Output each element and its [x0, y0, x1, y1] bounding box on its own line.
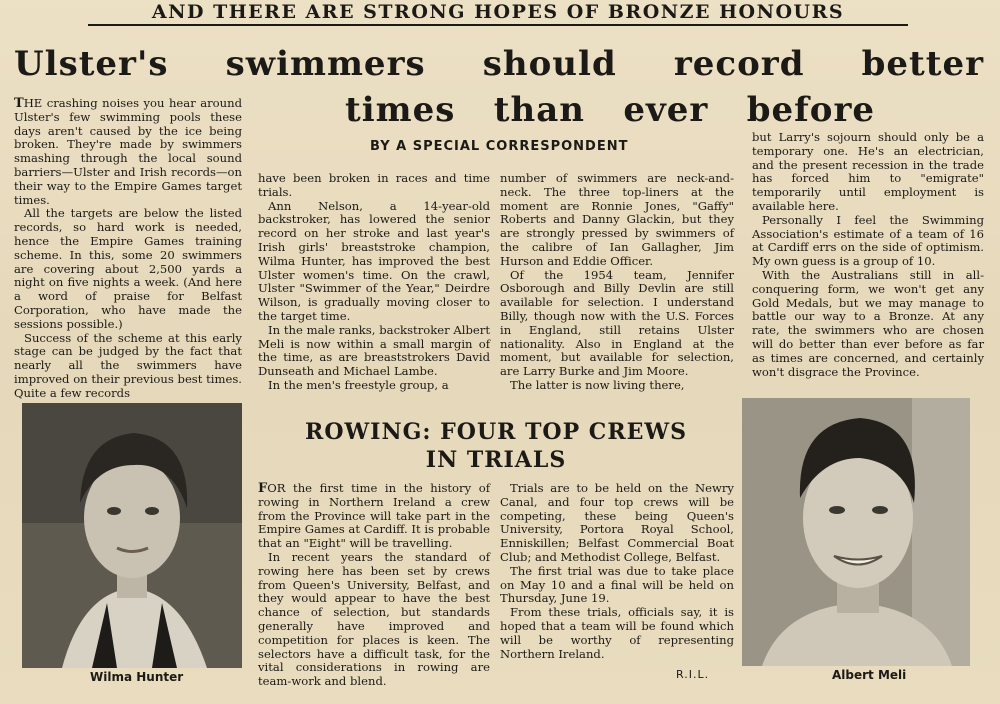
paragraph: With the Australians still in all-conquering form, we won't get any Gold Medals, but we may manage to battle our way to a Bronze. At any rate, the swimmers who are chosen will do better than ever before as far as times are concerned, and certainly won't disgrace the Province.	[752, 267, 984, 379]
paragraph: Trials are to be held on the Newry Canal, and four top crews will be competing, these being Queen's University, Portora Royal School, Enniskillen; Belfast Commercial Boat Club; and Methodist College, Belfast.	[500, 481, 734, 564]
byline: BY A SPECIAL CORRESPONDENT	[370, 139, 629, 154]
rowing-signature: R.I.L.	[676, 668, 710, 681]
paragraph: Ann Nelson, a 14-year-old backstroker, has lowered the senior record on her stroke and last year's Irish girls' breaststroke champion, Wilma Hunter, has improved the best Ulster women's time. On the crawl, Ulster "Swimmer of the Year," Deirdre Wilson, is gradually moving closer to the target time.	[258, 198, 490, 323]
article-column-3	[500, 172, 734, 404]
paragraph: Success of the scheme at this early stage can be judged by the fact that nearly all the swimmers have improved on their previous best times. Quite a few records	[14, 330, 242, 400]
paragraph: have been broken in races and time trials.	[258, 171, 490, 199]
caption-albert-meli: Albert Meli	[832, 668, 907, 682]
article-column-2	[258, 172, 490, 404]
paragraph: number of swimmers are neck-and-neck. The three top-liners at the moment are Ronnie Jones, "Gaffy" Roberts and Danny Glackin, but they are strongly pressed by swimmers of the calibre of Ian Gallagher, Jim Hurson and Eddie Officer.	[500, 171, 734, 268]
rowing-headline-line-1: ROWING: FOUR TOP CREWS	[305, 419, 687, 445]
paragraph: but Larry's sojourn should only be a temporary one. He's an electrician, and the present recession in the trade has forced him to "emigrate" temporarily until employment is available here.	[752, 130, 984, 213]
paragraph: The latter is now living there,	[510, 377, 685, 392]
paragraph: Personally I feel the Swimming Association's estimate of a team of 16 at Cardiff errs on the side of optimism. My own guess is a group of 10.	[752, 212, 984, 269]
rowing-column-2	[500, 482, 734, 664]
rowing-headline	[258, 418, 734, 474]
rowing-column-1	[258, 481, 490, 689]
paragraph: In the men's freestyle group, a	[268, 377, 449, 392]
paragraph: All the targets are below the listed records, so hard work is needed, hence the Empire Games training scheme. In this, some 20 swimmers are covering about 2,500 yards a night on five nights a week. (And here a word of praise for Belfast Corporation, who have made the sessions possible.)	[14, 206, 242, 331]
caption-wilma-hunter: Wilma Hunter	[90, 670, 184, 684]
paragraph: The first trial was due to take place on May 10 and a final will be held on Thursday, June 19.	[500, 563, 734, 606]
paragraph: THE crashing noises you hear around Ulster's few swimming pools these days aren't caused by the ice being broken. They're made by swimmers smashing through the local sound barriers—Ulster and Irish records—on their way to the Empire Games target times.	[14, 96, 242, 207]
photo-wilma-hunter	[22, 403, 242, 668]
kicker-headline: AND THERE ARE STRONG HOPES OF BRONZE HONOURS	[88, 0, 908, 26]
paragraph: FOR the first time in the history of rowing in Northern Ireland a crew from the Province will take part in the Empire Games at Cardiff. It is probable that an "Eight" will be travelling.	[258, 481, 490, 551]
paragraph: Of the 1954 team, Jennifer Osborough and Billy Devlin are still available for selection. I understand Billy, though now with the U.S. Forces in England, still retains Ulster nationality. Also in England at the moment, but available for selection, are Larry Burke and Jim Moore.	[500, 267, 734, 379]
rowing-headline-line-2: IN TRIALS	[425, 447, 567, 473]
portrait-woman-image	[22, 403, 242, 668]
photo-albert-meli	[742, 398, 970, 666]
paragraph: In recent years the standard of rowing here has been set by crews from Queen's University, Belfast, and they would appear to have the best chance of selection, but standards generally have improved and competition for places is keen. The selectors have a difficult task, for the vital considerations in rowing are team-work and blend.	[258, 549, 490, 689]
headline-line-1: Ulster's swimmers should record better	[14, 44, 984, 84]
article-column-4	[752, 131, 984, 393]
headline-line-2: times than ever before	[345, 90, 875, 130]
article-column-1	[14, 96, 242, 400]
portrait-man-image	[742, 398, 970, 666]
paragraph: From these trials, officials say, it is hoped that a team will be found which will be worthy of representing Northern Ireland.	[500, 605, 734, 661]
paragraph: In the male ranks, backstroker Albert Meli is now within a small margin of the time, as are breaststrokers David Dunseath and Michael Lambe.	[258, 322, 490, 379]
